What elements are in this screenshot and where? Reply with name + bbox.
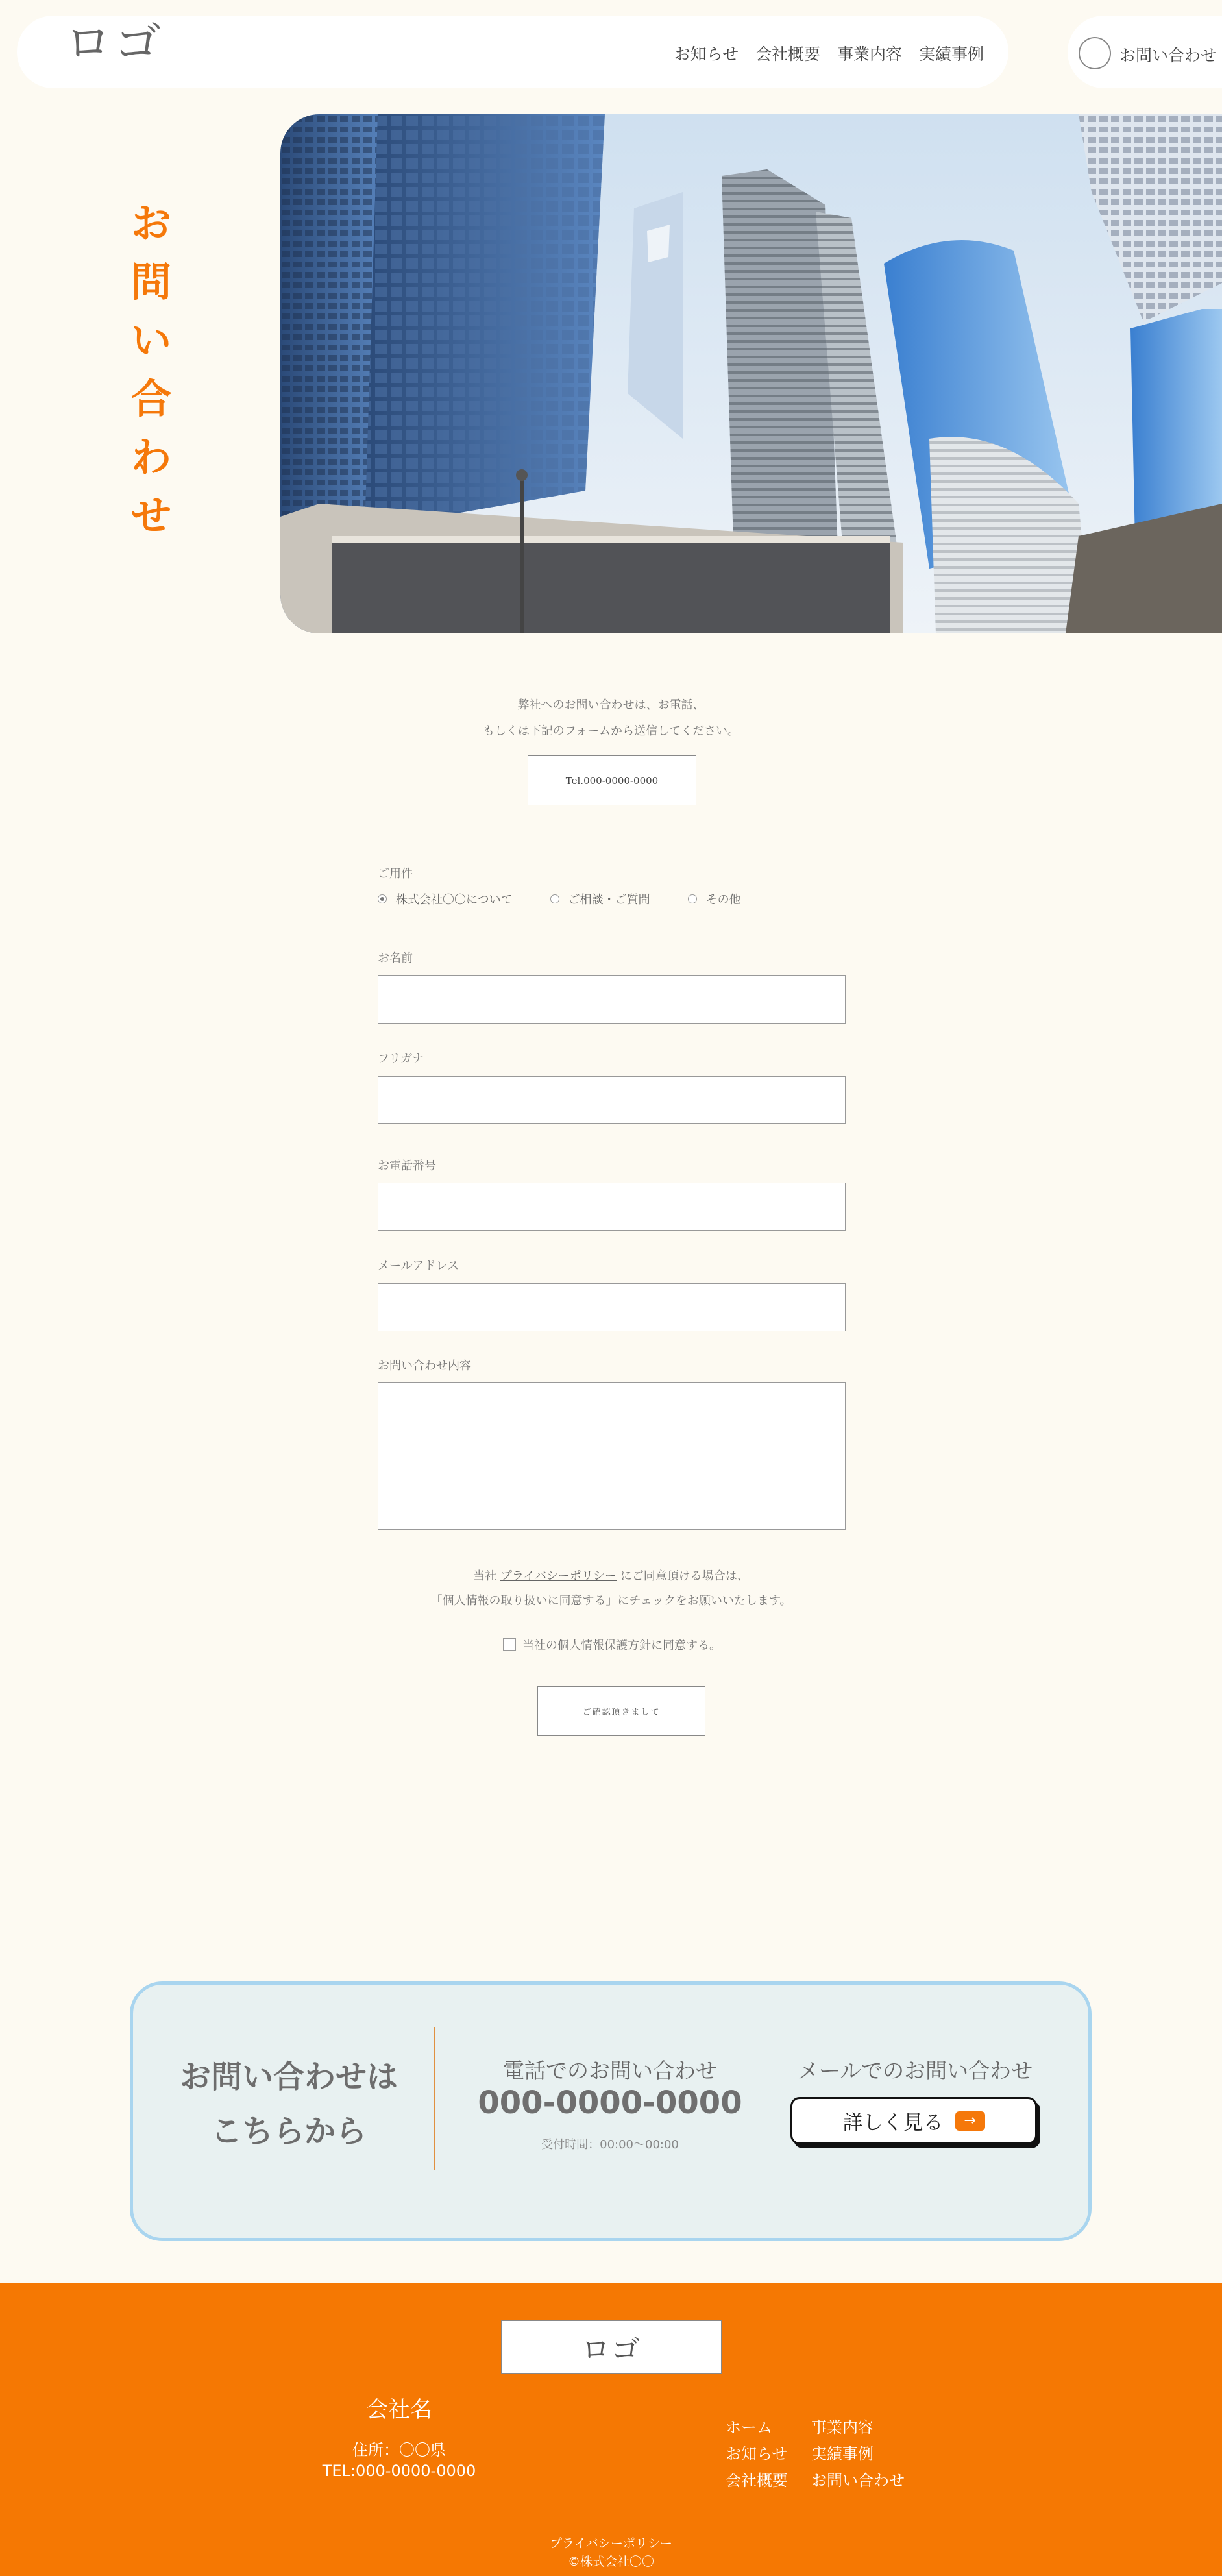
page-title — [128, 195, 174, 545]
footer-privacy-link[interactable]: プライバシーポリシー — [549, 2536, 673, 2551]
agree-checkbox[interactable] — [503, 1638, 516, 1651]
radio-selected-icon[interactable] — [378, 894, 387, 903]
phone-number[interactable]: 000-0000-0000 — [478, 2085, 742, 2121]
intro-text-2: もしくは下記のフォームから送信してください。 — [482, 724, 740, 738]
message-textarea[interactable] — [378, 1382, 846, 1530]
email-input[interactable] — [378, 1283, 846, 1331]
furigana-input[interactable] — [378, 1076, 846, 1124]
phone-label: お電話番号 — [378, 1159, 436, 1173]
agree-checkbox-label: 当社の個人情報保護方針に同意する。 — [522, 1639, 721, 1652]
nav-item-company[interactable]: 会社概要 — [755, 45, 820, 64]
phone-hours: 受付時間：00:00〜00:00 — [541, 2138, 679, 2152]
site-logo[interactable]: ロゴ — [65, 16, 164, 70]
radio-option-consult[interactable] — [550, 890, 650, 907]
agreement-text-2: 「個人情報の取り扱いに同意する」にチェックをお願いいたします。 — [430, 1594, 792, 1608]
arrow-right-icon: → — [955, 2111, 985, 2131]
radio-icon[interactable] — [550, 894, 559, 903]
intro-text-1: 弊社へのお問い合わせは、お電話、 — [517, 698, 705, 712]
radio-option-company[interactable] — [378, 890, 513, 907]
page-title-char: 問 — [130, 258, 171, 306]
page-title-char: お — [130, 200, 171, 247]
main-nav — [674, 42, 984, 65]
footer-link-works[interactable]: 実績事例 — [811, 2445, 874, 2463]
footer-link-home[interactable]: ホーム — [726, 2418, 772, 2436]
purpose-label: ご用件 — [378, 867, 413, 881]
phone-input[interactable] — [378, 1183, 846, 1231]
confirm-button[interactable]: ご確認頂きまして — [537, 1686, 705, 1736]
footer-copyright: ©株式会社〇〇 — [567, 2555, 654, 2569]
page-title-char: い — [130, 317, 171, 364]
footer-link-news[interactable]: お知らせ — [726, 2445, 788, 2463]
phone-contact-title: 電話でのお問い合わせ — [503, 2058, 717, 2083]
header-contact-label[interactable]: お問い合わせ — [1119, 46, 1217, 65]
agreement-suffix: にご同意頂ける場合は、 — [617, 1569, 749, 1583]
furigana-label: フリガナ — [378, 1052, 424, 1066]
footer-link-contact[interactable]: お問い合わせ — [811, 2472, 905, 2490]
contact-card-title — [159, 2050, 419, 2159]
radio-label: 株式会社〇〇について — [396, 893, 513, 907]
nav-item-news[interactable]: お知らせ — [674, 45, 739, 64]
page-title-char: 合 — [130, 375, 171, 423]
message-label: お問い合わせ内容 — [378, 1359, 471, 1373]
nav-item-business[interactable]: 事業内容 — [837, 45, 902, 64]
agree-checkbox-row[interactable] — [503, 1636, 721, 1653]
mail-contact-title: メールでのお問い合わせ — [797, 2058, 1033, 2083]
radio-label: ご相談・ご質問 — [568, 893, 650, 907]
footer-link-company[interactable]: 会社概要 — [726, 2472, 788, 2490]
view-more-label: 詳しく見る — [842, 2111, 944, 2135]
privacy-policy-link[interactable]: プライバシーポリシー — [500, 1569, 617, 1583]
contact-circle-icon — [1079, 37, 1111, 69]
tel-button[interactable]: Tel.000-0000-0000 — [528, 755, 696, 805]
nav-item-works[interactable]: 実績事例 — [918, 45, 984, 64]
agreement-prefix: 当社 — [473, 1569, 500, 1583]
name-input[interactable] — [378, 975, 846, 1024]
footer-company-name: 会社名 — [366, 2397, 432, 2423]
contact-card-title-line: こちらから — [210, 2113, 367, 2150]
footer-address: 住所：〇〇県 — [352, 2441, 446, 2459]
view-more-button[interactable] — [790, 2097, 1037, 2144]
footer-nav — [726, 2414, 905, 2490]
radio-label: その他 — [705, 893, 741, 907]
radio-option-other[interactable] — [688, 890, 741, 907]
footer-link-business[interactable]: 事業内容 — [811, 2418, 874, 2436]
hero-image — [280, 114, 1222, 633]
radio-icon[interactable] — [688, 894, 697, 903]
contact-card-title-line: お問い合わせは — [179, 2059, 398, 2095]
agreement-text-1 — [0, 1567, 1222, 1584]
name-label: お名前 — [378, 951, 413, 965]
card-divider — [434, 2027, 435, 2170]
page-title-char: せ — [130, 492, 171, 539]
page-title-char: わ — [130, 434, 171, 481]
email-label: メールアドレス — [378, 1259, 459, 1273]
footer-tel: TEL:000-0000-0000 — [322, 2462, 476, 2480]
purpose-radio-group — [378, 890, 779, 907]
footer-logo[interactable]: ロゴ — [501, 2320, 722, 2374]
